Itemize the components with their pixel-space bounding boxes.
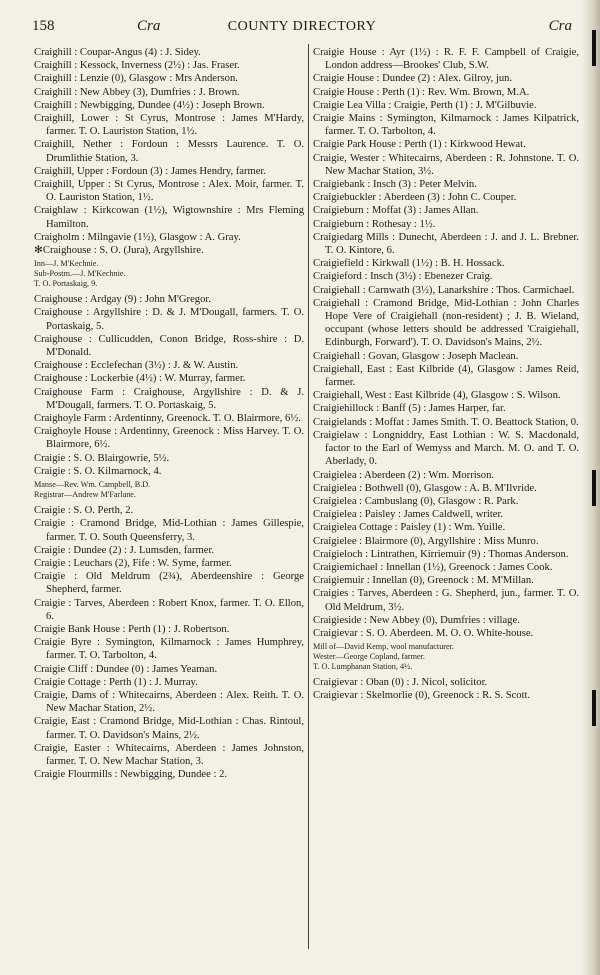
directory-entry: Craighill : Kessock, Inverness (2½) : Jas. Fraser.	[34, 60, 240, 72]
directory-entry: Craigiefield : Kirkwall (1½) : B. H. Hossack.	[313, 258, 505, 270]
directory-entry: Craighouse : Ecclefechan (3½) : J. & W. Austin.	[34, 360, 239, 372]
directory-entry: Craigielea : Cambuslang (0), Glasgow : R. Park.	[313, 495, 519, 507]
directory-entry: Craighouse Farm : Craighouse, Argyllshire : D. & J. M'Dougall, farmers. T. O. Portaskaig, 5.	[34, 386, 304, 411]
directory-entry: Craigievar : Skelmorlie (0), Greenock : R. S. Scott.	[313, 690, 531, 702]
sub-entry-line: Mill of—David Kemp, wool manufacturer.	[313, 642, 454, 652]
directory-entry: Craigielands : Moffat : James Smith. T. O. Beattock Station, 0.	[313, 416, 579, 428]
left-catchword: Cra	[137, 18, 161, 34]
directory-entry: Craigie : S. O. Blairgowrie, 5½.	[34, 452, 170, 464]
directory-entry: Craigiedarg Mills : Dunecht, Aberdeen : J. and J. L. Brebner. T. O. Kintore, 6.	[313, 231, 579, 257]
directory-entry: Craigie Lea Villa : Craigie, Perth (1) : J. M'Gilbuvie.	[313, 99, 537, 111]
directory-entry: Craighill : Newbigging, Dundee (4½) : Joseph Brown.	[34, 99, 265, 111]
directory-entry: Craigiebank : Insch (3) : Peter Melvin.	[313, 179, 477, 191]
directory-entry: Craigie : Cramond Bridge, Mid-Lothian : James Gillespie, farmer. T. O. South Queensferry, 3.	[34, 518, 304, 543]
page-edge	[582, 0, 600, 975]
sub-entry-line: Registrar—Andrew M'Farlane.	[34, 490, 136, 500]
directory-entry: Craigiehall : Carnwath (3½), Lanarkshire : Thos. Carmichael.	[313, 284, 575, 296]
right-catchword: Cra	[548, 18, 572, 34]
directory-entry: Craigieburn : Moffat (3) : James Allan.	[313, 205, 479, 217]
right-column	[313, 46, 579, 703]
page-number: 158	[32, 18, 55, 34]
directory-entry: Craigielea : Aberdeen (2) : Wm. Morrison.	[313, 469, 495, 481]
directory-entry: Craighill, Upper : St Cyrus, Montrose : Alex. Moir, farmer. T. O. Lauriston Station, 1½.	[34, 179, 304, 204]
directory-entry: Craigie : Tarves, Aberdeen : Robert Knox, farmer. T. O. Ellon, 6.	[34, 597, 304, 622]
directory-entry: Craigielee : Blairmore (0), Argyllshire : Miss Munro.	[313, 535, 539, 547]
directory-entry: Craigieloch : Lintrathen, Kirriemuir (9) : Thomas Anderson.	[313, 548, 569, 560]
directory-entry: Craigie Park House : Perth (1) : Kirkwood Hewat.	[313, 139, 526, 151]
directory-entry: Craigieside : New Abbey (0), Dumfries : village.	[313, 614, 520, 626]
directory-entry: Craighouse : Argyllshire : D. & J. M'Dougall, farmers. T. O. Portaskaig, 5.	[34, 307, 304, 332]
directory-entry: Craighoyle House : Ardentinny, Greenock : Miss Harvey. T. O. Blairmore, 6½.	[34, 426, 304, 451]
page-header	[32, 18, 572, 40]
sub-entry-block	[34, 480, 304, 500]
directory-entry: Craigie : S. O. Kilmarnock, 4.	[34, 465, 162, 477]
directory-entry: Craigieford : Insch (3½) : Ebenezer Craig.	[313, 271, 493, 283]
directory-entry: Craigie : S. O. Perth, 2.	[34, 505, 134, 517]
directory-entry: Craigiehall, East : East Kilbride (4), Glasgow : James Reid, farmer.	[313, 363, 579, 389]
sub-entry-line: Manse—Rev. Wm. Campbell, B.D.	[34, 480, 151, 490]
directory-entry: Craighill : Coupar-Angus (4) : J. Sidey.	[34, 47, 201, 58]
directory-entry: Craighouse : Cullicudden, Conon Bridge, Ross-shire : D. M'Donald.	[34, 333, 304, 359]
directory-entry: Craighill, Upper : Fordoun (3) : James Hendry, farmer.	[34, 165, 267, 177]
directory-entry: Craighouse : Ardgay (9) : John M'Gregor.	[34, 294, 211, 306]
directory-entry: Craighill : New Abbey (3), Dumfries : J. Brown.	[34, 86, 240, 98]
directory-entry: Craigiehall : Cramond Bridge, Mid-Lothian : John Charles Hope Vere of Craigiehall (non-resident) ; J. B. Wieland, occupant (whose letters should be addressed 'Craigiehall, Edinburgh, Forward'). T. O. Davidson's Mains, 2½.	[313, 297, 579, 349]
sub-entry-line: Sub-Postm.—J. M'Kechnie.	[34, 269, 126, 279]
sub-entry-line: Wester—George Copland, farmer.	[313, 652, 425, 662]
directory-entry: Craigie Bank House : Perth (1) : J. Robertson.	[34, 623, 230, 635]
directory-entry: Craigie : Leuchars (2), Fife : W. Syme, farmer.	[34, 557, 232, 569]
directory-entry: ✻Craighouse : S. O. (Jura), Argyllshire.	[34, 245, 204, 257]
page-title: COUNTY DIRECTORY	[227, 19, 377, 34]
edge-mark	[592, 690, 596, 726]
directory-entry: Craigie, Wester : Whitecairns, Aberdeen : R. Johnstone. T. O. New Machar Station, 3½.	[313, 152, 579, 177]
directory-entry: Craighill : Lenzie (0), Glasgow : Mrs Anderson.	[34, 73, 238, 85]
sub-entry-line: T. O. Lumphanan Station, 4½.	[313, 662, 413, 672]
directory-entry: Craigie House : Dundee (2) : Alex. Gilroy, jun.	[313, 73, 513, 85]
sub-entry-block	[313, 642, 579, 672]
directory-entry: Craigie : Old Meldrum (2¾), Aberdeenshire : George Shepherd, farmer.	[34, 571, 304, 596]
directory-entry: Craigie House : Ayr (1½) : R. F. F. Campbell of Craigie, London address—Brookes' Club, S.W.	[313, 47, 579, 72]
directory-entry: Craigielea : Bothwell (0), Glasgow : A. B. M'Ilvride.	[313, 482, 537, 494]
directory-entry: Craighlaw : Kirkcowan (1½), Wigtownshire : Mrs Fleming Hamilton.	[34, 205, 304, 230]
sub-entry-line: Inn—J. M'Kechnie.	[34, 259, 99, 269]
directory-entry: Craigie Flourmills : Newbigging, Dundee : 2.	[34, 769, 228, 781]
sub-entry-line: T. O. Portaskaig, 9.	[34, 279, 98, 289]
directory-entry: Craigie Byre : Symington, Kilmarnock : James Humphrey, farmer. T. O. Tarbolton, 4.	[34, 637, 304, 662]
column-divider	[308, 44, 309, 949]
directory-entry: Craigielaw : Longniddry, East Lothian : W. S. Macdonald, factor to the Earl of Wemyss and March. M. O. and T. O. Aberlady, 0.	[313, 429, 579, 468]
directory-entry: Craigiemichael : Innellan (1½), Greenock : James Cook.	[313, 561, 553, 573]
directory-entry: Craighouse : Lockerbie (4½) : W. Murray, farmer.	[34, 373, 246, 385]
edge-mark	[592, 30, 596, 66]
directory-entry: Craigieburn : Rothesay : 1½.	[313, 218, 436, 230]
directory-entry: Craigholm : Milngavie (1½), Glasgow : A. Gray.	[34, 231, 241, 243]
directory-entry: Craigie Cottage : Perth (1) : J. Murray.	[34, 676, 198, 688]
directory-entry: Craigie, East : Cramond Bridge, Mid-Lothian : Chas. Rintoul, farmer. T. O. Davidson's Mains, 2½.	[34, 716, 304, 741]
directory-entry: Craigie Mains : Symington, Kilmarnock : James Kilpatrick, farmer. T. O. Tarbolton, 4.	[313, 113, 579, 138]
directory-entry: Craigie Cliff : Dundee (0) : James Yeaman.	[34, 663, 218, 675]
directory-entry: Craigie, Easter : Whitecairns, Aberdeen : James Johnston, farmer. T. O. New Machar Station, 3.	[34, 742, 304, 767]
directory-entry: Craigievar : Oban (0) : J. Nicol, solicitor.	[313, 677, 488, 689]
directory-entry: Craigiehillock : Banff (5) : James Harper, far.	[313, 403, 506, 415]
directory-entry: Craigiehall : Govan, Glasgow : Joseph Maclean.	[313, 350, 519, 362]
directory-entry: Craigievar : S. O. Aberdeen. M. O. O. White-house.	[313, 627, 534, 639]
left-column	[34, 46, 304, 781]
directory-entry: Craigie, Dams of : Whitecairns, Aberdeen : Alex. Reith. T. O. New Machar Station, 2½.	[34, 689, 304, 715]
directory-entry: Craigie House : Perth (1) : Rev. Wm. Brown, M.A.	[313, 86, 530, 98]
directory-entry: Craigielea Cottage : Paisley (1) : Wm. Yuille.	[313, 522, 506, 534]
edge-mark	[592, 470, 596, 506]
directory-entry: Craigiemuir : Innellan (0), Greenock : M. M'Millan.	[313, 575, 534, 587]
directory-entry: Craigielea : Paisley : James Caldwell, writer.	[313, 509, 504, 521]
directory-entry: Craighill, Lower : St Cyrus, Montrose : James M'Hardy, farmer. T. O. Lauriston Station, 1½.	[34, 113, 304, 138]
directory-entry: Craighoyle Farm : Ardentinny, Greenock. T. O. Blairmore, 6½.	[34, 413, 301, 425]
directory-entry: Craighill, Nether : Fordoun : Messrs Laurence. T. O. Drumlithie Station, 3.	[34, 139, 304, 164]
sub-entry-block	[34, 259, 304, 289]
directory-entry: Craigiehall, West : East Kilbride (4), Glasgow : S. Wilson.	[313, 390, 561, 402]
directory-entry: Craigiebuckler : Aberdeen (3) : John C. Couper.	[313, 192, 517, 204]
directory-entry: Craigies : Tarves, Aberdeen : G. Shepherd, jun., farmer. T. O. Old Meldrum, 3½.	[313, 588, 579, 613]
directory-entry: Craigie : Dundee (2) : J. Lumsden, farmer.	[34, 544, 215, 556]
